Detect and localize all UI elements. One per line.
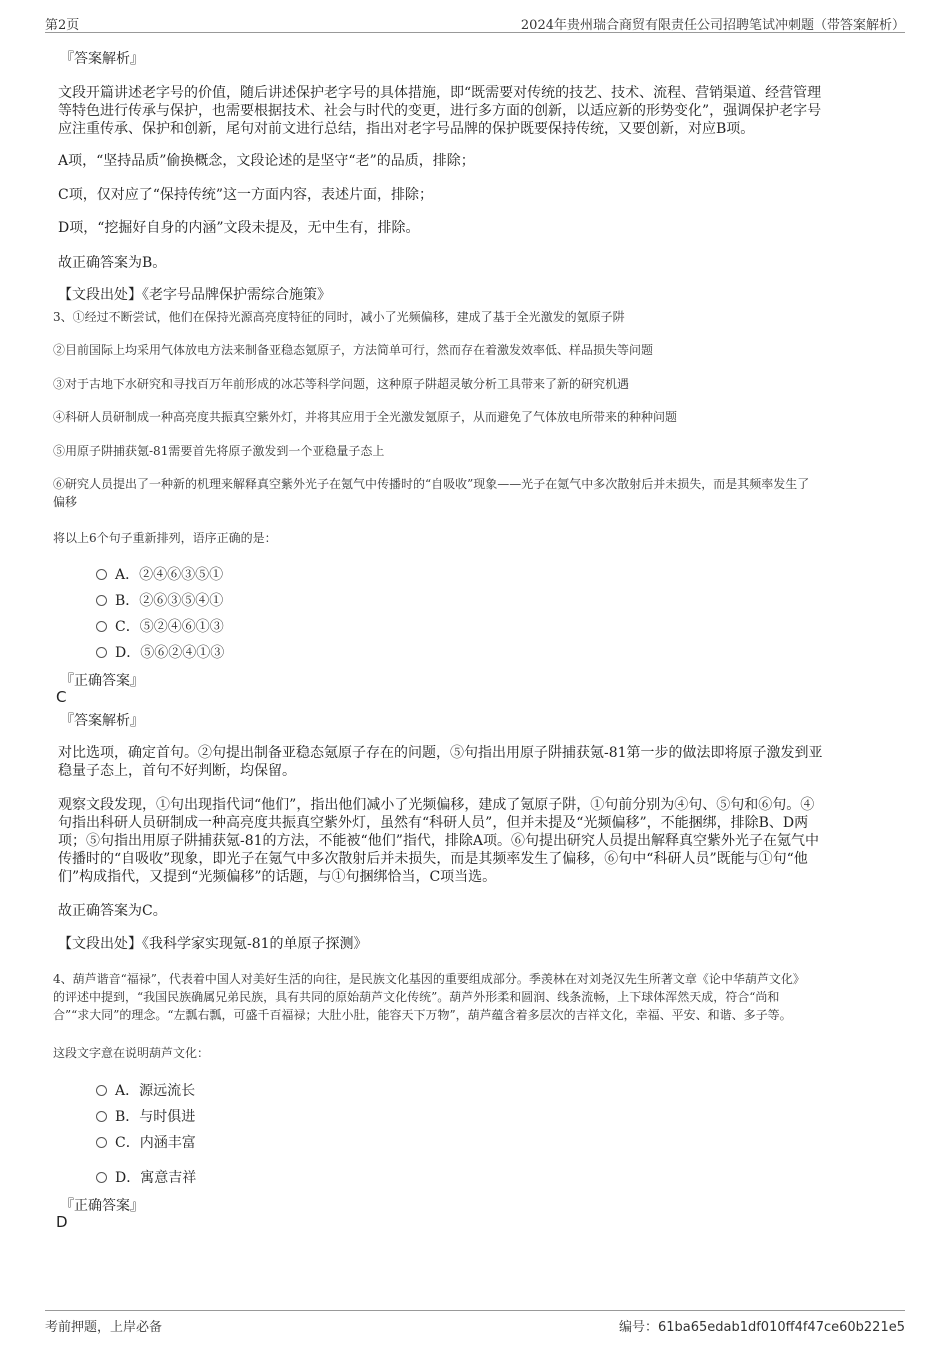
radio-icon[interactable] (96, 1172, 107, 1183)
radio-icon[interactable] (96, 595, 107, 606)
radio-icon[interactable] (96, 1111, 107, 1122)
q4-option-a[interactable] (96, 1080, 195, 1100)
q2-source: 【文段出处】《老字号品牌保护需综合施策》 (58, 287, 331, 303)
option-label: A．②④⑥③⑤① (115, 567, 224, 583)
text-line: 4、葫芦谐音“福禄”，代表着中国人对美好生活的向往，是民族文化基因的重要组成部分。季羡林在对刘尧汉先生所著文章《论中华葫芦文化》 (53, 972, 805, 986)
q3-correct-label: 『正确答案』 (60, 673, 144, 689)
radio-icon[interactable] (96, 569, 107, 580)
text-line: 文段开篇讲述老字号的价值，随后讲述保护老字号的具体措施，即“既需要对传统的技艺、技术、流程、营销渠道、经营管理 (58, 85, 822, 101)
text-line: 句指出科研人员研制成一种高亮度共振真空紫外灯，虽然有“科研人员”，但并未提及“光频偏移”，不能捆绑，排除B、D两 (58, 815, 809, 831)
q3-stem: 3、①经过不断尝试，他们在保持光源高亮度特征的同时，减小了光频偏移，建成了基于全光激发的氪原子阱 (53, 310, 625, 324)
q3-analysis-label: 『答案解析』 (60, 713, 144, 729)
q2-analysis-c: C项，仅对应了“保持传统”这一方面内容，表述片面，排除； (58, 187, 434, 203)
q3-sentence-2: ②目前国际上均采用气体放电方法来制备亚稳态氪原子，方法简单可行，然而存在着激发效率低、样品损失等问题 (53, 343, 654, 357)
q4-correct-answer: D (56, 1213, 68, 1231)
q3-option-d[interactable] (96, 642, 224, 662)
page-footer (45, 1310, 905, 1335)
option-label: B．②⑥③⑤④① (115, 593, 224, 609)
q4-option-b[interactable] (96, 1106, 195, 1126)
q4-option-c[interactable] (96, 1132, 196, 1152)
option-label: D．⑤⑥②④①③ (115, 645, 225, 661)
q2-analysis-a: A项，“坚持品质”偷换概念，文段论述的是坚守“老”的品质，排除； (58, 153, 475, 169)
q3-correct-answer: C (56, 688, 67, 706)
text-line: 观察文段发现，①句出现指代词“他们”，指出他们减小了光频偏移，建成了氪原子阱，①句前分别为④句、⑤句和⑥句。④ (58, 797, 815, 813)
option-label: D．寓意吉祥 (115, 1170, 197, 1186)
q3-sentence-5: ⑤用原子阱捕获氪-81需要首先将原子激发到一个亚稳量子态上 (53, 444, 385, 458)
option-label: C．内涵丰富 (115, 1135, 196, 1151)
page-number: 第2页 (45, 18, 80, 33)
footer-slogan: 考前押题，上岸必备 (45, 1320, 163, 1335)
q3-source: 【文段出处】《我科学家实现氪-81的单原子探测》 (58, 936, 368, 952)
option-label: C．⑤②④⑥①③ (115, 619, 224, 635)
text-line: 对比选项，确定首句。②句提出制备亚稳态氪原子存在的问题，⑤句指出用原子阱捕获氪-81第一步的做法即将原子激发到亚 (58, 745, 823, 761)
radio-icon[interactable] (96, 621, 107, 632)
q3-conclusion: 故正确答案为C。 (58, 903, 167, 919)
q3-analysis-paragraph-2 (58, 796, 898, 886)
document-title: 2024年贵州瑞合商贸有限责任公司招聘笔试冲刺题（带答案解析） (520, 18, 905, 33)
q2-analysis-d: D项，“挖掘好自身的内涵”文段未提及，无中生有，排除。 (58, 220, 420, 236)
q3-option-a[interactable] (96, 564, 223, 584)
text-line: 稳量子态上，首句不好判断，均保留。 (58, 763, 296, 779)
q3-option-b[interactable] (96, 590, 223, 610)
q3-sentence-4: ④科研人员研制成一种高亮度共振真空紫外灯，并将其应用于全光激发氪原子，从而避免了气体放电所带来的种种问题 (53, 410, 678, 424)
q2-conclusion: 故正确答案为B。 (58, 255, 167, 271)
q3-sentence-6 (53, 475, 903, 511)
q2-analysis-paragraph (58, 84, 898, 138)
text-line: 合”“求大同”的理念。“左瓢右瓢，可盛千百福禄；大肚小肚，能容天下万物”，葫芦蕴含着多层次的吉祥文化，幸福、平安、和谐、多子等。 (53, 1008, 792, 1022)
text-line: 偏移 (53, 495, 78, 509)
q4-prompt: 这段文字意在说明葫芦文化： (53, 1046, 210, 1060)
radio-icon[interactable] (96, 647, 107, 658)
text-line: 的评述中提到，“我国民族确属兄弟民族，具有共同的原始葫芦文化传统”。葫芦外形柔和圆润、线条流畅，上下球体浑然天成，符合“尚和 (53, 990, 780, 1004)
text-line: 等特色进行传承与保护，也需要根据技术、社会与时代的变更，进行多方面的创新，以适应新的形势变化”，强调保护老字号 (58, 103, 822, 119)
page-header (45, 12, 905, 33)
q3-prompt: 将以上6个句子重新排列，语序正确的是： (53, 531, 277, 545)
document-id: 编号：61ba65edab1df010ff4f47ce60b221e5 (618, 1320, 905, 1335)
q4-option-d[interactable] (96, 1167, 196, 1187)
text-line: 传播时的“自吸收”现象，即光子在氪气中多次散射后并未损失，而是其频率发生了偏移，⑥句中“科研人员”既能与①句“他 (58, 851, 808, 867)
q2-analysis-label: 『答案解析』 (60, 51, 144, 67)
text-line: ⑥研究人员提出了一种新的机理来解释真空紫外光子在氪气中传播时的“自吸收”现象——光子在氪气中多次散射后并未损失，而是其频率发生了 (53, 477, 810, 491)
radio-icon[interactable] (96, 1085, 107, 1096)
radio-icon[interactable] (96, 1137, 107, 1148)
q3-analysis-paragraph-1 (58, 744, 898, 780)
text-line: 们”构成指代，又提到“光频偏移”的话题，与①句捆绑恰当，C项当选。 (58, 869, 497, 885)
q4-correct-label: 『正确答案』 (60, 1198, 144, 1214)
q4-stem (53, 970, 913, 1024)
option-label: A．源远流长 (115, 1083, 196, 1099)
q3-option-c[interactable] (96, 616, 224, 636)
q3-sentence-3: ③对于古地下水研究和寻找百万年前形成的冰芯等科学问题，这种原子阱超灵敏分析工具带来了新的研究机遇 (53, 377, 630, 391)
text-line: 项；⑤句指出用原子阱捕获氪-81的方法，不能被“他们”指代，排除A项。⑥句提出研究人员提出解释真空紫外光子在氪气中 (58, 833, 819, 849)
text-line: 应注重传承、保护和创新，尾句对前文进行总结，指出对老字号品牌的保护既要保持传统，又要创新，对应B项。 (58, 121, 755, 137)
option-label: B．与时俱进 (115, 1109, 196, 1125)
